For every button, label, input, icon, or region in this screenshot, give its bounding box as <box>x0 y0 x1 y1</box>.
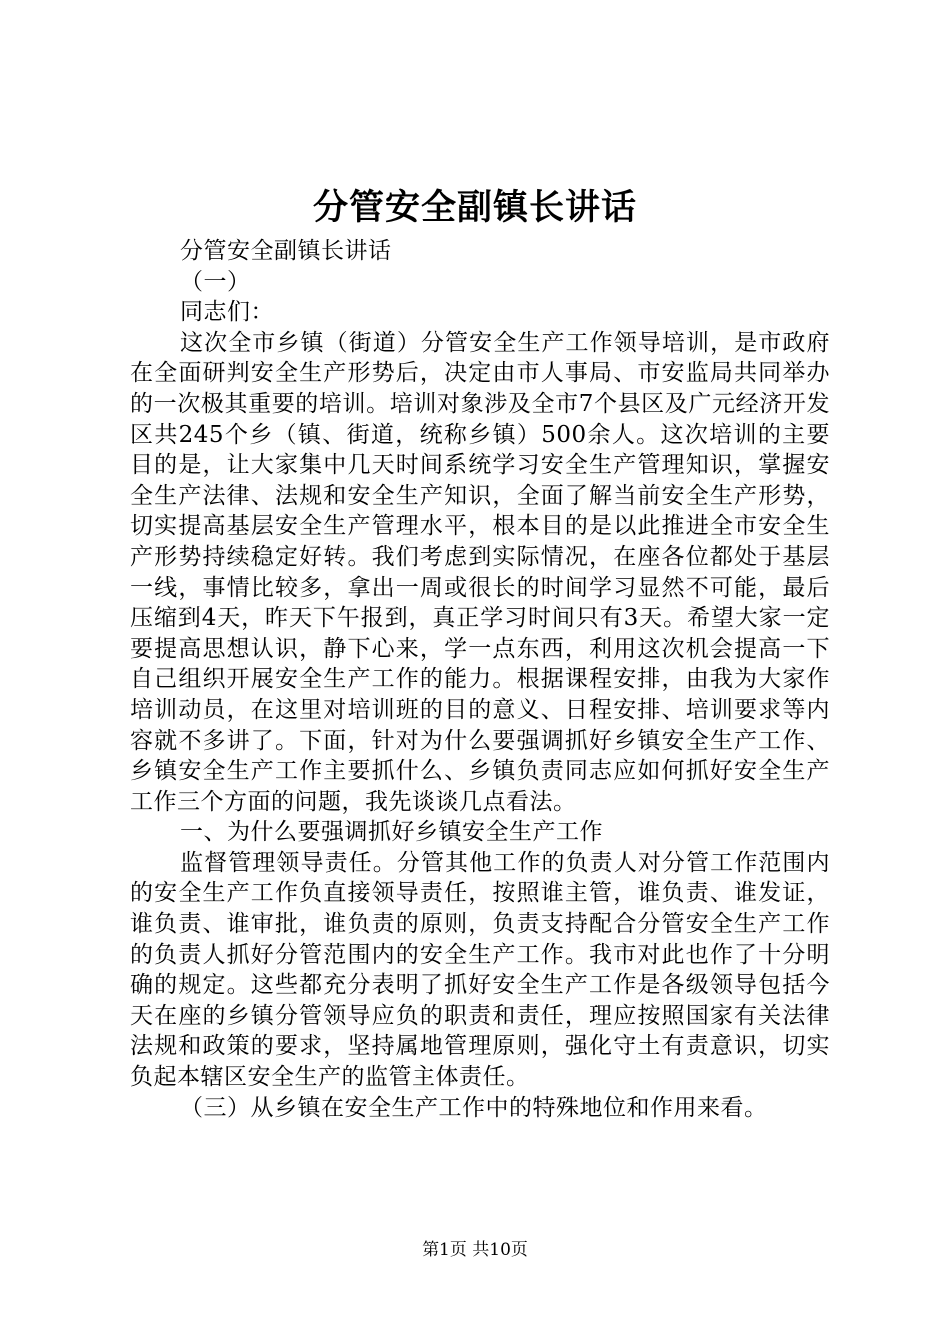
salutation: 同志们： <box>180 299 274 326</box>
section-number: （一） <box>180 268 251 295</box>
section-heading: （三）从乡镇在安全生产工作中的特殊地位和作用来看。 <box>180 1094 768 1121</box>
document-title: 分管安全副镇长讲话 <box>312 187 637 228</box>
body-paragraph: 监督管理领导责任。分管其他工作的负责人对分管工作范围内的安全生产工作负直接领导责任，按照谁主管，谁负责、谁发证，谁负责、谁审批，谁负责的原则，负责支持配合分管安全生产工作的负责人抓好分管范围内的安全生产工作。我市对此也作了十分明确的规定。这些都充分表明了抓好安全生产工作是各级领导包括今天在座的乡镇分管领导应负的职责和责任，理应按照国家有关法律法规和政策的要求，坚持属地管理原则，强化守土有责意识，切实负起本辖区安全生产的监管主体责任。 <box>130 849 830 1091</box>
subtitle-line: 分管安全副镇长讲话 <box>180 238 392 264</box>
body-paragraph: 这次全市乡镇（街道）分管安全生产工作领导培训，是市政府在全面研判安全生产形势后，决定由市人事局、市安监局共同举办的一次极其重要的培训。培训对象涉及全市7个县区及广元经济开发区共245个乡（镇、街道，统称乡镇）500余人。这次培训的主要目的是，让大家集中几天时间系统学习安全生产管理知识，掌握安全生产法律、法规和安全生产知识，全面了解当前安全生产形势，切实提高基层安全生产管理水平，根本目的是以此推进全市安全生产形势持续稳定好转。我们考虑到实际情况，在座各位都处于基层一线，事情比较多，拿出一周或很长的时间学习显然不可能，最后压缩到4天，昨天下午报到，真正学习时间只有3天。希望大家一定要提高思想认识，静下心来，学一点东西，利用这次机会提高一下自己组织开展安全生产工作的能力。根据课程安排，由我为大家作培训动员，在这里对培训班的目的意义、日程安排、培训要求等内容就不多讲了。下面，针对为什么要强调抓好乡镇安全生产工作、乡镇安全生产工作主要抓什么、乡镇负责同志应如何抓好安全生产工作三个方面的问题，我先谈谈几点看法。 <box>130 329 830 815</box>
section-heading: 一、为什么要强调抓好乡镇安全生产工作 <box>180 819 603 846</box>
document-body <box>130 236 830 1123</box>
page-footer: 第1页 共10页 <box>422 1240 528 1260</box>
